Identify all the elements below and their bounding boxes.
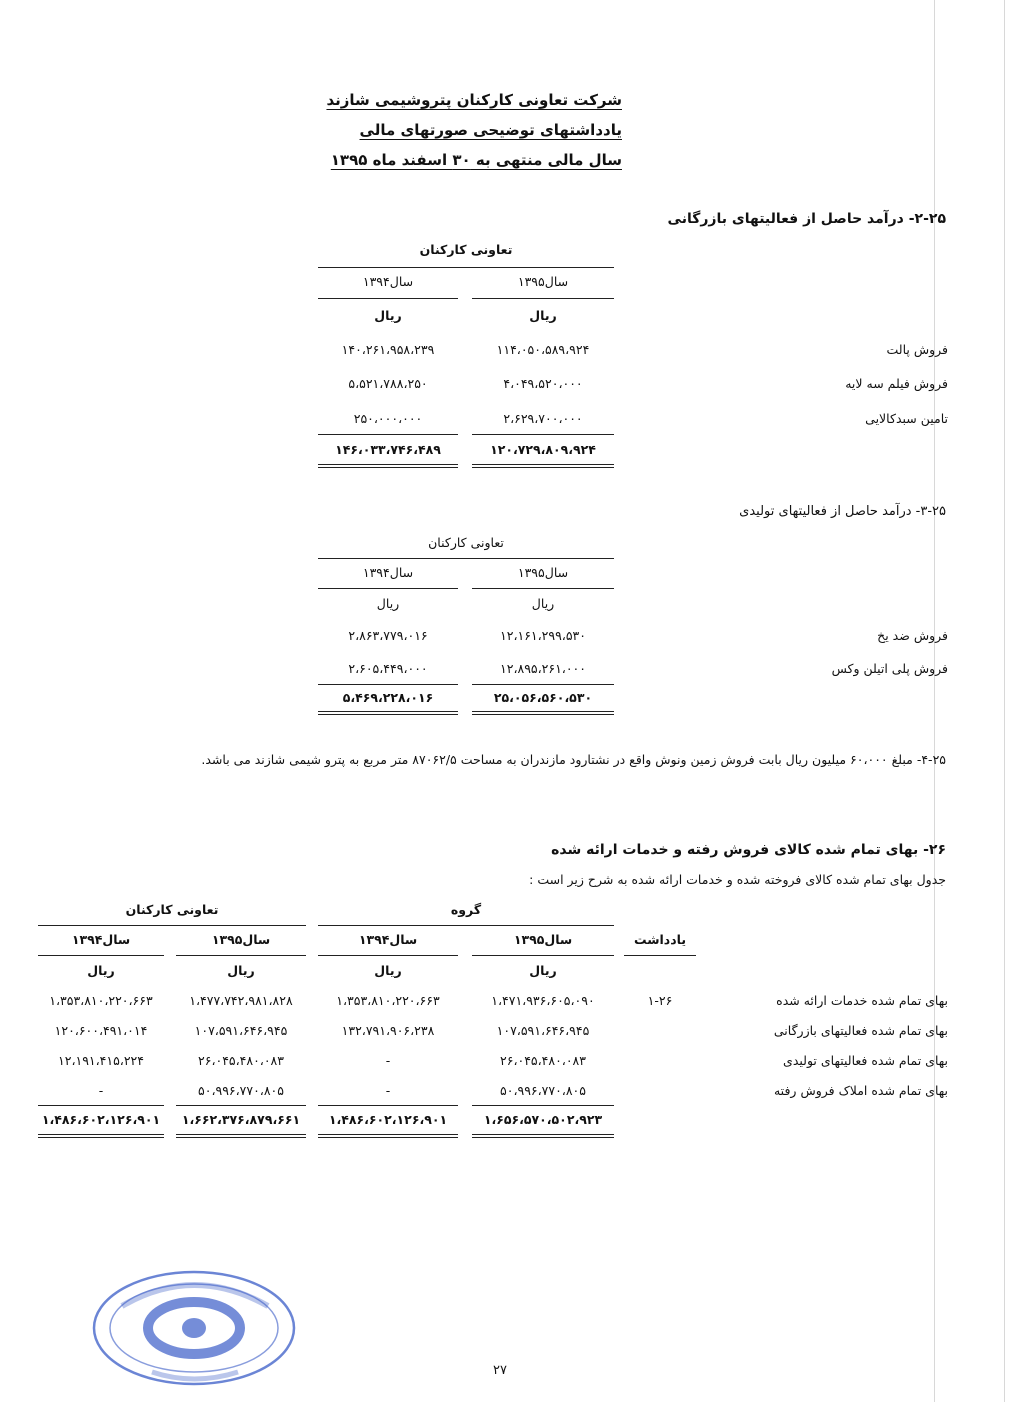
cell-value: ۱۰۷،۵۹۱،۶۴۶،۹۴۵ xyxy=(496,1023,590,1038)
total-value: ۱،۴۸۶،۶۰۲،۱۲۶،۹۰۱ xyxy=(328,1112,448,1127)
cell-value: ۱۲،۱۶۱،۲۹۹،۵۳۰ xyxy=(500,628,586,643)
row-label-commercial: بهای تمام شده فعالیتهای بازرگانی xyxy=(773,1023,948,1038)
page-edge-line xyxy=(1004,0,1005,1402)
cell-value: ۱۳۲،۷۹۱،۹۰۶،۲۳۸ xyxy=(341,1023,435,1038)
total-value: ۵،۴۶۹،۲۲۸،۰۱۶ xyxy=(342,690,434,705)
cell-value: ۱۲،۸۹۵،۲۶۱،۰۰۰ xyxy=(500,661,586,676)
cell-value: ۵،۵۲۱،۷۸۸،۲۵۰ xyxy=(348,376,428,391)
unit-label: ریال xyxy=(374,308,402,323)
cell-value: ۲۶،۰۴۵،۴۸۰،۰۸۳ xyxy=(198,1053,284,1068)
row-label-production: بهای تمام شده فعالیتهای تولیدی xyxy=(783,1053,948,1068)
note-header: یادداشت xyxy=(633,932,687,947)
group-header: گروه xyxy=(450,902,482,917)
total-value: ۱،۶۵۶،۵۷۰،۵۰۲،۹۲۳ xyxy=(483,1112,603,1127)
unit-label: ریال xyxy=(529,308,557,323)
divider xyxy=(318,434,458,435)
unit-label: ریال xyxy=(376,596,400,611)
page-number: ۲۷ xyxy=(493,1363,507,1378)
divider xyxy=(472,955,614,956)
cell-value: ۱۲،۱۹۱،۴۱۵،۲۲۴ xyxy=(58,1053,144,1068)
cell-value: ۱،۴۷۱،۹۳۶،۶۰۵،۰۹۰ xyxy=(491,993,595,1008)
section-25-2-title: ۲-۲۵- درآمد حاصل از فعالیتهای بازرگانی xyxy=(667,211,946,227)
row-label-property: بهای تمام شده املاک فروش رفته xyxy=(773,1083,948,1098)
total-underline xyxy=(38,1134,164,1138)
row-label-basket: تامین سبدکالایی xyxy=(865,411,948,426)
col-1394-header: سال۱۳۹۴ xyxy=(362,274,414,289)
col-group-1395-header: سال۱۳۹۵ xyxy=(513,932,573,947)
auditor-stamp xyxy=(92,1268,297,1388)
total-underline xyxy=(318,711,458,715)
row-label-pe-wax: فروش پلی اتیلن وکس xyxy=(831,661,948,676)
entity-header: تعاونی کارکنان xyxy=(125,902,219,917)
divider xyxy=(318,267,614,268)
divider xyxy=(472,1105,614,1106)
company-title: شرکت تعاونی کارکنان پتروشیمی شازند xyxy=(326,91,622,109)
total-value: ۱۲۰،۷۲۹،۸۰۹،۹۲۴ xyxy=(490,442,596,457)
divider xyxy=(318,684,458,685)
divider xyxy=(472,588,614,589)
total-underline xyxy=(318,464,458,468)
cell-value: ۵۰،۹۹۶،۷۷۰،۸۰۵ xyxy=(500,1083,586,1098)
divider xyxy=(176,1105,306,1106)
unit-label: ریال xyxy=(531,596,555,611)
cell-value: ۱۲۰،۶۰۰،۴۹۱،۰۱۴ xyxy=(54,1023,148,1038)
section-26-title: ۲۶- بهای تمام شده کالای فروش رفته و خدمات ارائه شده xyxy=(551,842,946,858)
row-label-film: فروش فیلم سه لایه xyxy=(845,376,948,391)
divider xyxy=(472,684,614,685)
cell-value: ۱۱۴،۰۵۰،۵۸۹،۹۲۴ xyxy=(496,342,590,357)
entity-header: تعاونی کارکنان xyxy=(419,242,513,257)
divider xyxy=(318,588,458,589)
divider xyxy=(318,298,458,299)
divider xyxy=(318,955,458,956)
cell-value: ۲،۸۶۳،۷۷۹،۰۱۶ xyxy=(348,628,428,643)
unit-label: ریال xyxy=(529,963,557,978)
unit-label: ریال xyxy=(87,963,115,978)
col-1394-header: سال۱۳۹۴ xyxy=(362,565,414,580)
row-label-pallet: فروش پالت xyxy=(886,342,948,357)
cell-value: ۱۴۰،۲۶۱،۹۵۸،۲۳۹ xyxy=(341,342,435,357)
cell-value: ۲۵۰،۰۰۰،۰۰۰ xyxy=(353,411,423,426)
section-26-intro: جدول بهای تمام شده کالای فروخته شده و خدمات ارائه شده به شرح زیر است : xyxy=(529,872,946,887)
col-1395-header: سال۱۳۹۵ xyxy=(517,565,569,580)
divider xyxy=(176,955,306,956)
cell-value: - xyxy=(98,1083,104,1098)
cell-value: ۱،۴۷۷،۷۴۲،۹۸۱،۸۲۸ xyxy=(189,993,293,1008)
cell-value: ۱۰۷،۵۹۱،۶۴۶،۹۴۵ xyxy=(194,1023,288,1038)
note-ref: ۱-۲۶ xyxy=(647,993,673,1008)
section-25-3-title: ۳-۲۵- درآمد حاصل از فعالیتهای تولیدی xyxy=(739,504,946,519)
cell-value: ۱،۳۵۳،۸۱۰،۲۲۰،۶۶۳ xyxy=(336,993,440,1008)
row-label-antifreeze: فروش ضد یخ xyxy=(877,628,948,643)
cell-value: - xyxy=(385,1083,391,1098)
period-title: سال مالی منتهی به ۳۰ اسفند ماه ۱۳۹۵ xyxy=(330,151,622,169)
col-entity-1395-header: سال۱۳۹۵ xyxy=(211,932,271,947)
divider xyxy=(318,1105,458,1106)
unit-label: ریال xyxy=(374,963,402,978)
report-subtitle: یادداشتهای توضیحی صورتهای مالی xyxy=(359,121,622,139)
divider xyxy=(624,955,696,956)
unit-label: ریال xyxy=(227,963,255,978)
divider xyxy=(38,1105,164,1106)
divider xyxy=(38,925,306,926)
col-entity-1394-header: سال۱۳۹۴ xyxy=(71,932,131,947)
total-underline xyxy=(472,464,614,468)
cell-value: ۵۰،۹۹۶،۷۷۰،۸۰۵ xyxy=(198,1083,284,1098)
total-value: ۱،۴۸۶،۶۰۲،۱۲۶،۹۰۱ xyxy=(41,1112,161,1127)
section-25-4-text: ۴-۲۵- مبلغ ۶۰،۰۰۰ میلیون ریال بابت فروش زمین ونوش واقع در نشتارود مازندران به مساحت ۸۷۰۶۲/۵ متر مربع به پترو شیمی شازند می باشد. xyxy=(201,752,946,767)
cell-value: ۱،۳۵۳،۸۱۰،۲۲۰،۶۶۳ xyxy=(49,993,153,1008)
cell-value: ۲،۶۰۵،۴۴۹،۰۰۰ xyxy=(348,661,428,676)
cell-value: ۲،۶۲۹،۷۰۰،۰۰۰ xyxy=(503,411,583,426)
cell-value: ۴،۰۴۹،۵۲۰،۰۰۰ xyxy=(503,376,583,391)
divider xyxy=(472,298,614,299)
divider xyxy=(318,925,614,926)
row-label-services: بهای تمام شده خدمات ارائه شده xyxy=(776,993,948,1008)
col-group-1394-header: سال۱۳۹۴ xyxy=(358,932,418,947)
total-value: ۱،۶۶۲،۳۷۶،۸۷۹،۶۶۱ xyxy=(181,1112,301,1127)
total-underline xyxy=(472,1134,614,1138)
total-value: ۲۵،۰۵۶،۵۶۰،۵۳۰ xyxy=(493,690,593,705)
total-underline xyxy=(472,711,614,715)
total-underline xyxy=(176,1134,306,1138)
cell-value: - xyxy=(385,1053,391,1068)
cell-value: ۲۶،۰۴۵،۴۸۰،۰۸۳ xyxy=(500,1053,586,1068)
total-value: ۱۴۶،۰۳۳،۷۴۶،۴۸۹ xyxy=(335,442,441,457)
divider xyxy=(472,434,614,435)
entity-header: تعاونی کارکنان xyxy=(428,535,504,550)
col-1395-header: سال۱۳۹۵ xyxy=(517,274,569,289)
divider xyxy=(318,558,614,559)
divider xyxy=(38,955,164,956)
total-underline xyxy=(318,1134,458,1138)
